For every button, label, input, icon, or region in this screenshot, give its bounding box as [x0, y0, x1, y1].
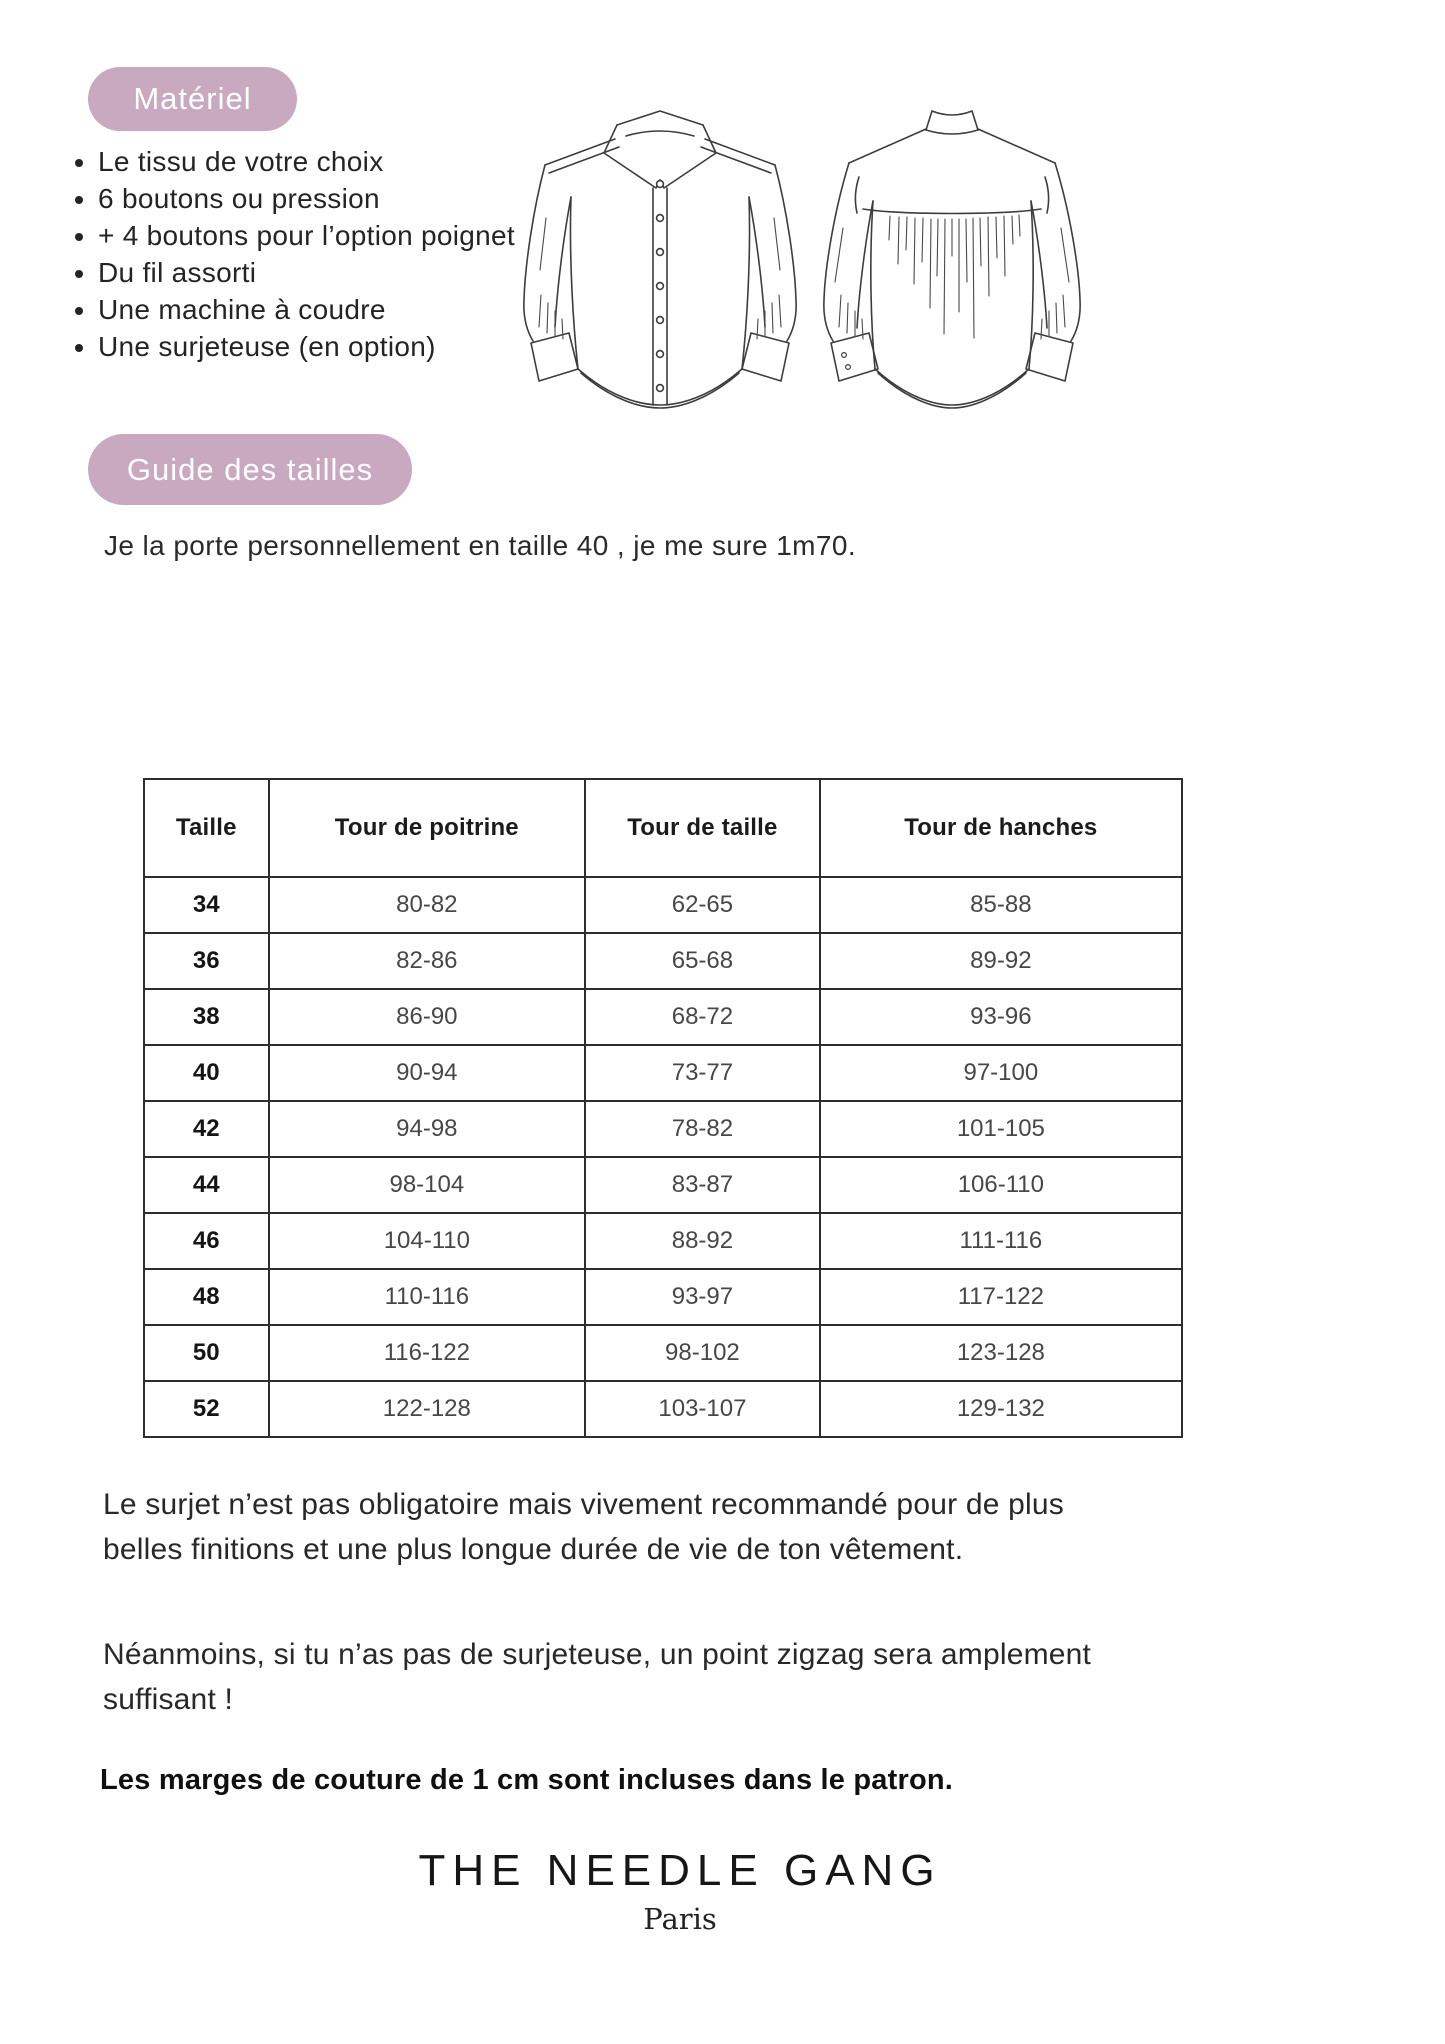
measurement-cell: 83-87 [585, 1157, 820, 1213]
size-cell: 46 [144, 1213, 269, 1269]
measurement-cell: 110-116 [269, 1269, 586, 1325]
size-cell: 44 [144, 1157, 269, 1213]
size-guide-section-header [88, 434, 412, 505]
measurement-cell: 94-98 [269, 1101, 586, 1157]
serger-recommendation-paragraph: Le surjet n’est pas obligatoire mais vivement recommandé pour de plus belles finitions et une plus longue durée de vie de ton vêtement. [103, 1488, 1064, 1566]
measurement-cell: 122-128 [269, 1381, 586, 1437]
measurement-cell: 98-102 [585, 1325, 820, 1381]
zigzag-alternative-paragraph: Néanmoins, si tu n’as pas de surjeteuse, un point zigzag sera amplement suffisant ! [103, 1638, 1092, 1716]
size-table-row [144, 989, 1182, 1045]
materiel-title: Matériel [133, 81, 252, 116]
measurement-cell: 101-105 [820, 1101, 1182, 1157]
size-cell: 36 [144, 933, 269, 989]
measurement-cell: 62-65 [585, 877, 820, 933]
size-cell: 48 [144, 1269, 269, 1325]
measurement-cell: 68-72 [585, 989, 820, 1045]
size-table-row [144, 1269, 1182, 1325]
measurement-cell: 123-128 [820, 1325, 1182, 1381]
measurement-cell: 65-68 [585, 933, 820, 989]
size-table-row [144, 1045, 1182, 1101]
size-guide-title: Guide des tailles [126, 451, 374, 487]
size-guide-intro: Je la porte personnellement en taille 40 , je me sure 1m70. [104, 530, 857, 561]
shirt-technical-drawings [514, 98, 1098, 450]
measurement-cell: 88-92 [585, 1213, 820, 1269]
measurement-cell: 73-77 [585, 1045, 820, 1101]
column-header-taille: Taille [144, 779, 269, 877]
measurement-cell: 85-88 [820, 877, 1182, 933]
size-cell: 40 [144, 1045, 269, 1101]
shirt-front-drawing [514, 98, 806, 450]
size-table-row [144, 1325, 1182, 1381]
brand-logo-text: THE NEEDLE GANG [418, 1846, 942, 1895]
size-table-row [144, 933, 1182, 989]
materiel-item: • + 4 boutons pour l’option poignet [98, 222, 658, 250]
measurement-cell: 97-100 [820, 1045, 1182, 1101]
measurement-cell: 98-104 [269, 1157, 586, 1213]
shirt-back-drawing [806, 98, 1098, 450]
size-table-header-row [144, 779, 1182, 877]
materiel-item: • Une surjeteuse (en option) [98, 333, 658, 361]
size-table-row [144, 1213, 1182, 1269]
measurement-cell: 104-110 [269, 1213, 586, 1269]
size-table-row [144, 1381, 1182, 1437]
measurement-cell: 117-122 [820, 1269, 1182, 1325]
measurement-cell: 82-86 [269, 933, 586, 989]
measurement-cell: 90-94 [269, 1045, 586, 1101]
measurement-cell: 86-90 [269, 989, 586, 1045]
materiel-item: • 6 boutons ou pression [98, 185, 658, 213]
size-table [143, 778, 1183, 1438]
measurement-cell: 93-96 [820, 989, 1182, 1045]
measurement-cell: 80-82 [269, 877, 586, 933]
measurement-cell: 93-97 [585, 1269, 820, 1325]
measurement-cell: 103-107 [585, 1381, 820, 1437]
column-header-taille-mesure: Tour de taille [585, 779, 820, 877]
seam-allowance-note: Les marges de couture de 1 cm sont incluses dans le patron. [100, 1764, 954, 1796]
size-table-row [144, 1101, 1182, 1157]
materiel-item: • Le tissu de votre choix [98, 148, 658, 176]
size-table-row [144, 877, 1182, 933]
measurement-cell: 116-122 [269, 1325, 586, 1381]
column-header-poitrine: Tour de poitrine [269, 779, 586, 877]
measurement-cell: 106-110 [820, 1157, 1182, 1213]
size-cell: 52 [144, 1381, 269, 1437]
measurement-cell: 129-132 [820, 1381, 1182, 1437]
brand-city: Paris [643, 1902, 717, 1936]
materiel-item: • Du fil assorti [98, 259, 658, 287]
materiel-section-header [88, 67, 297, 131]
size-cell: 38 [144, 989, 269, 1045]
materiel-item: • Une machine à coudre [98, 296, 658, 324]
measurement-cell: 89-92 [820, 933, 1182, 989]
size-cell: 42 [144, 1101, 269, 1157]
size-cell: 50 [144, 1325, 269, 1381]
size-table-row [144, 1157, 1182, 1213]
size-cell: 34 [144, 877, 269, 933]
measurement-cell: 78-82 [585, 1101, 820, 1157]
column-header-hanches: Tour de hanches [820, 779, 1182, 877]
measurement-cell: 111-116 [820, 1213, 1182, 1269]
